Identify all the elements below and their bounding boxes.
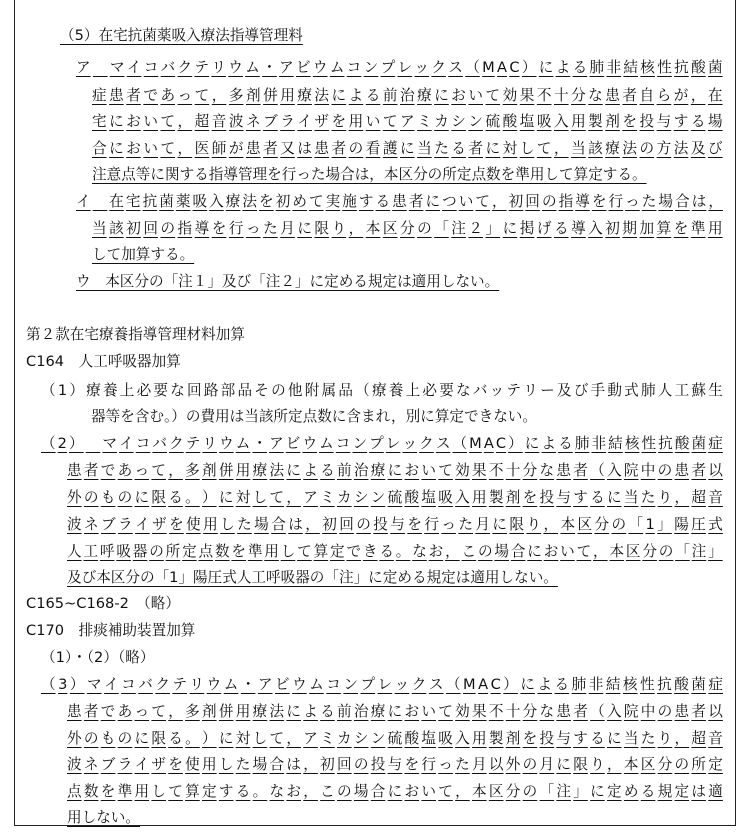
c164-item1-line: 器等を含む。）の費用は当該所定点数に含まれ，別に算定できない。 <box>91 408 537 425</box>
para-a-line: 症 患 者 で あ っ て ， 多 剤 併 用 療 法 に よ る 前 治 療 に お い て 効 果 不 十 分 な 患 者 自 ら が ， 在 <box>92 87 723 104</box>
c164-item2-line: 及び本区分の「1」陽圧式人工呼吸器の「注」に定める規定は適用しない。 <box>67 569 558 586</box>
c170-item3-line: （ 3 ） マ イ コ バ ク テ リ ウ ム ・ ア ビ ウ ム コ ン プ レ ッ ク ス （ M A C ） に よ る 肺 非 結 核 性 抗 酸 菌 症 <box>41 676 723 693</box>
c164-item1-line: （ 1 ） 療 養 上 必 要 な 回 路 部 品 そ の 他 附 属 品 （ 療 養 上 必 要 な バ ッ テ リ ー 及 び 手 動 式 肺 人 工 蘇 生 <box>41 382 723 399</box>
c164-item2-line: 外 の も の に 限 る 。 ） に 対 し て ， ア ミ カ シ ン 硫 酸 塩 吸 入 用 製 剤 を 投 与 す る に 当 た り ， 超 音 <box>67 489 723 506</box>
c165-line: C165~C168-2 （略） <box>26 595 180 612</box>
c164-item2-line: 患 者 で あ っ て ， 多 剤 併 用 療 法 に よ る 前 治 療 に お い て 効 果 不 十 分 な 患 者 （ 入 院 中 の 患 者 以 <box>67 462 723 479</box>
c170-title: C170 排痰補助装置加算 <box>26 622 196 639</box>
c170-item3-line: 用しない。 <box>67 809 140 826</box>
para-u-line: ウ 本区分の「注１」及び「注２」に定める規定は適用しない。 <box>76 273 500 290</box>
para-a-line: 宅 に お い て ， 超 音 波 ネ ブ ラ イ ザ を 用 い て ア ミ カ シ ン 硫 酸 塩 吸 入 用 製 剤 を 投 与 す る 場 <box>92 113 723 130</box>
c164-item2-line: 波 ネ ブ ラ イ ザ を 使 用 し た 場 合 は ， 初 回 の 投 与 を 行 っ た 月 に 限 り ， 本 区 分 の 「 1 」 陽 圧 式 <box>67 516 723 533</box>
para-i-line: して加算する。 <box>92 246 195 263</box>
para-i-line: イ 在 宅 抗 菌 薬 吸 入 療 法 を 初 め て 実 施 す る 患 者 に つ い て ， 初 回 の 指 導 を 行 っ た 場 合 は ， <box>76 193 723 210</box>
para-i-line: 当 該 初 回 の 指 導 を 行 っ た 月 に 限 り ， 本 区 分 の 「 注 ２ 」 に 掲 げ る 導 入 初 期 加 算 を 準 用 <box>92 220 723 237</box>
section-5-title: （5）在宅抗菌薬吸入療法指導管理料 <box>60 27 303 44</box>
para-a-line: 注意点等に関する指導管理を行った場合は，本区分の所定点数を準用して算定する。 <box>92 166 647 183</box>
c170-items12-line: （1）・（2）（略） <box>41 649 155 666</box>
para-a-line: 合 に お い て ， 医 師 が 患 者 又 は 患 者 の 看 護 に 当 た る 者 に 対 し て ， 当 該 療 法 の 方 法 及 び <box>92 140 723 157</box>
c170-item3-line: 波 ネ ブ ラ イ ザ を 使 用 し た 場 合 は ， 初 回 の 投 与 を 行 っ た 月 以 外 の 月 に 限 り ， 本 区 分 の 所 定 <box>67 756 723 773</box>
part2-heading: 第２款在宅療養指導管理材料加算 <box>26 326 245 343</box>
c164-item2-line: （ 2 ） マ イ コ バ ク テ リ ウ ム ・ ア ビ ウ ム コ ン プ レ ッ ク ス （ M A C ） に よ る 肺 非 結 核 性 抗 酸 菌 症 <box>41 435 723 452</box>
c164-title: C164 人工呼吸器加算 <box>26 353 181 370</box>
c164-item2-line: 人 工 呼 吸 器 の 所 定 点 数 を 準 用 し て 算 定 で き る 。 な お ， こ の 場 合 に お い て ， 本 区 分 の 「 注 」 <box>67 543 723 560</box>
c170-item3-line: 外 の も の に 限 る 。 ） に 対 し て ， ア ミ カ シ ン 硫 酸 塩 吸 入 用 製 剤 を 投 与 す る に 当 た り ， 超 音 <box>67 730 723 747</box>
para-a-line: ア マ イ コ バ ク テ リ ウ ム ・ ア ビ ウ ム コ ン プ レ ッ ク ス （ M A C ） に よ る 肺 非 結 核 性 抗 酸 菌 <box>76 59 723 76</box>
c170-item3-line: 点 数 を 準 用 し て 算 定 す る 。 な お ， こ の 場 合 に お い て ， 本 区 分 の 「 注 」 に 定 め る 規 定 は 適 <box>67 783 723 800</box>
c170-item3-line: 患 者 で あ っ て ， 多 剤 併 用 療 法 に よ る 前 治 療 に お い て 効 果 不 十 分 な 患 者 （ 入 院 中 の 患 者 以 <box>67 703 723 720</box>
